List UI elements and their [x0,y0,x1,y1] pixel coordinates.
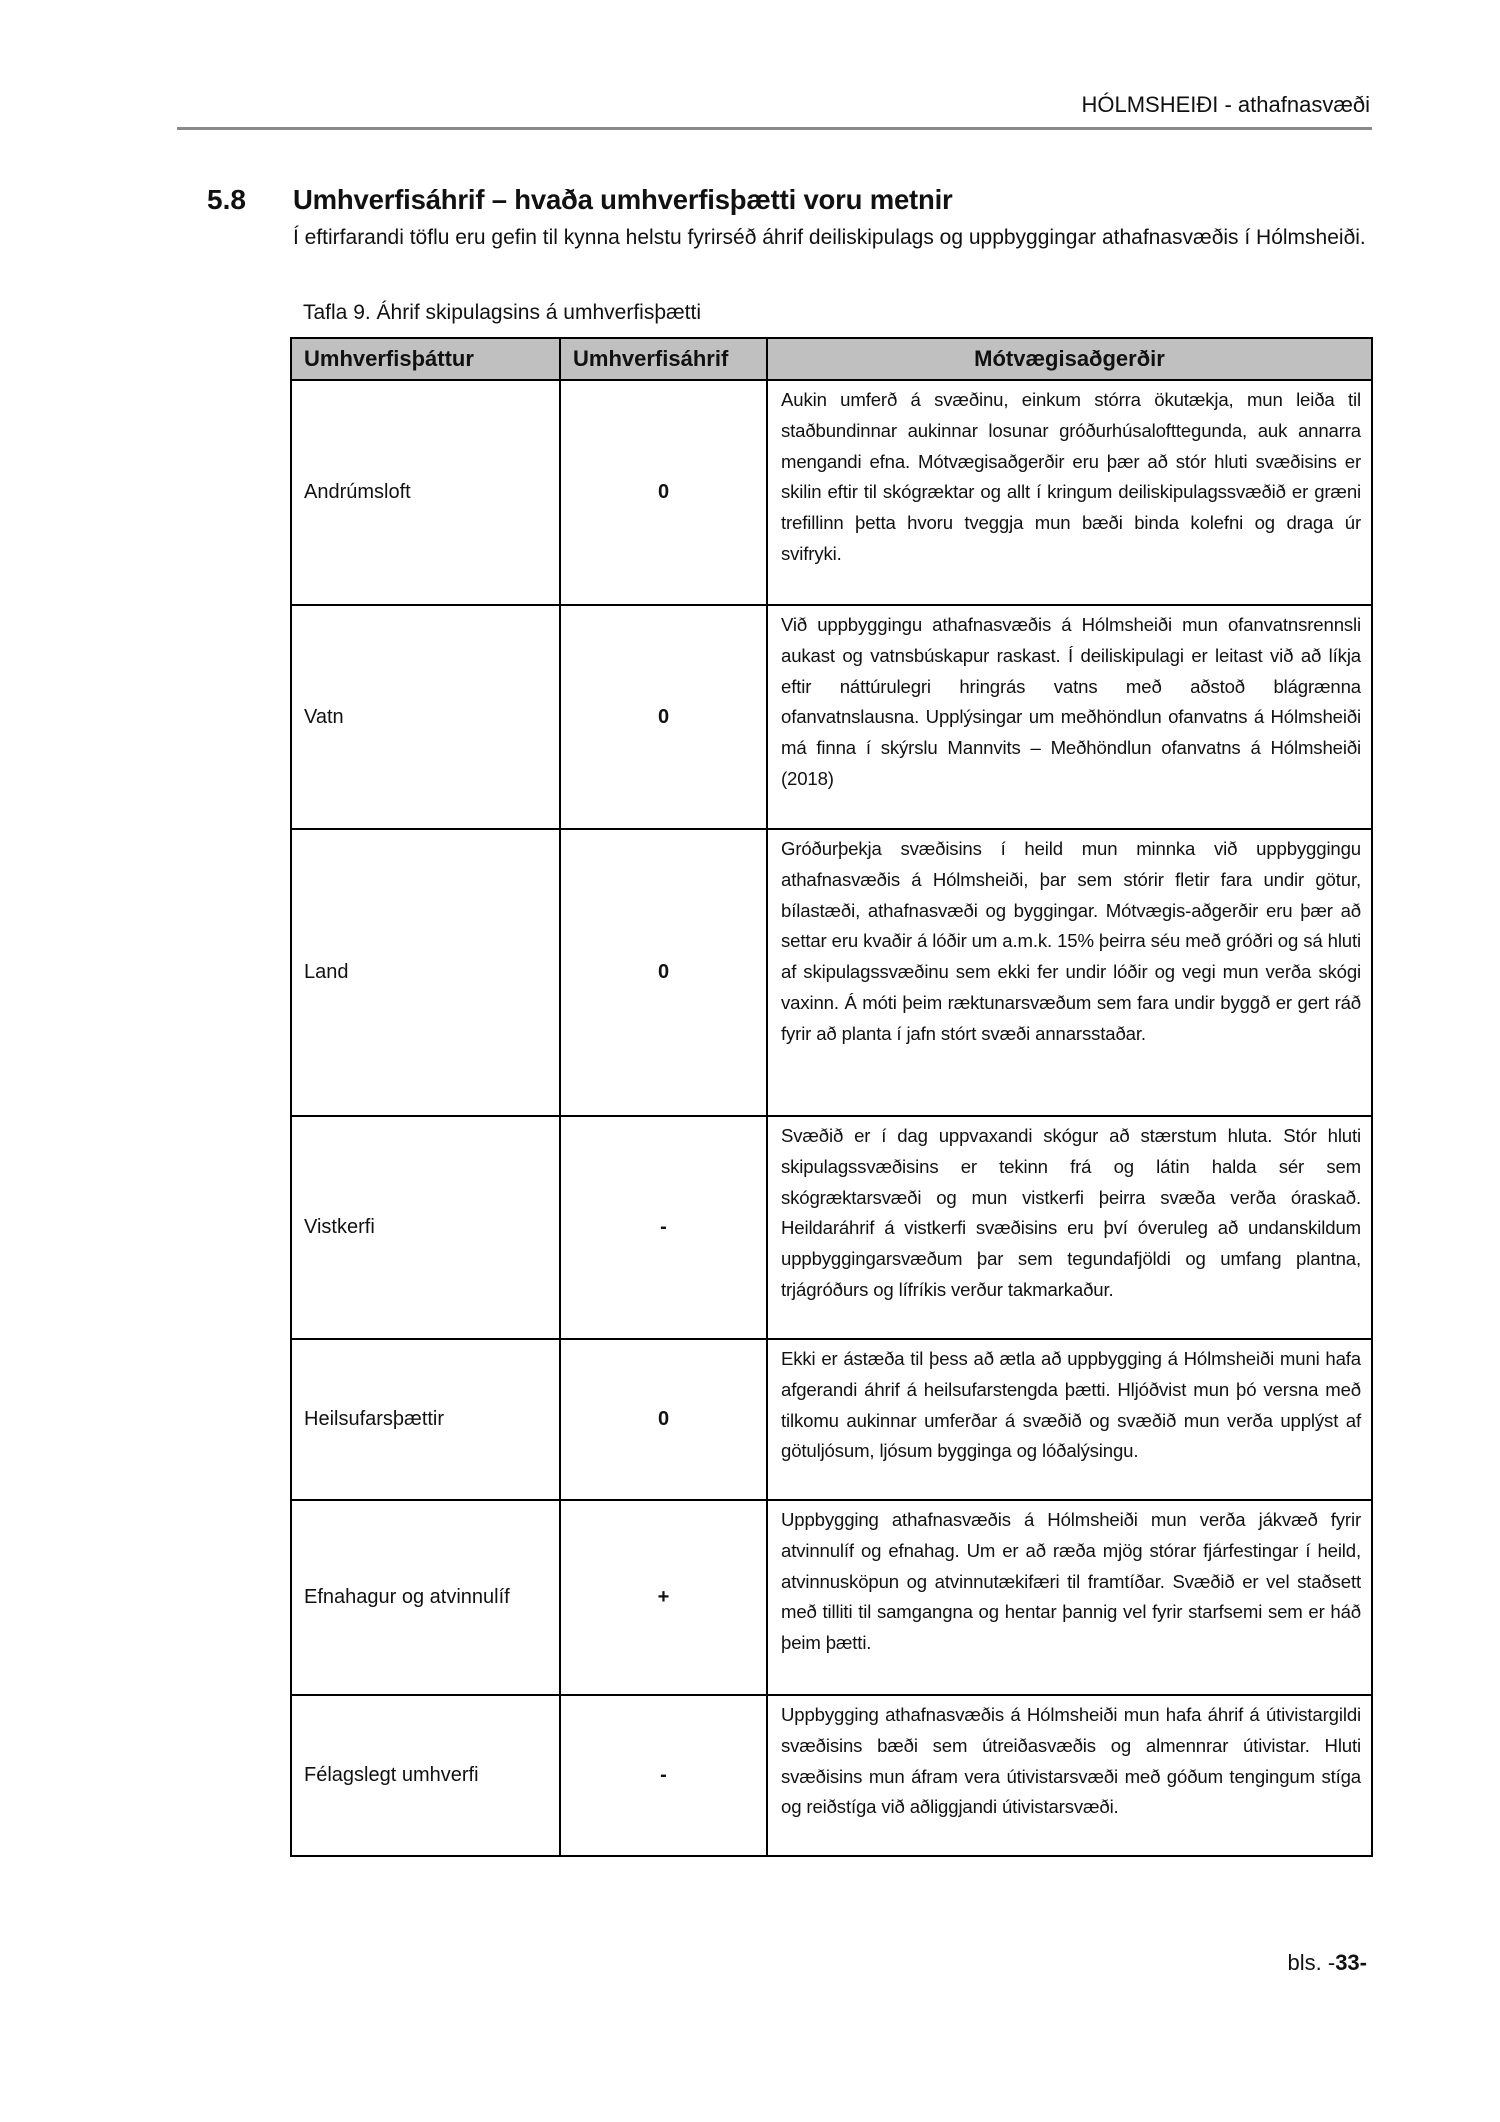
factor-cell: Andrúmsloft [291,380,560,605]
page-prefix: bls. - [1287,1950,1336,1975]
mitigation-cell: Svæðið er í dag uppvaxandi skógur að stærstum hluta. Stór hluti skipulagssvæðisins er tekinn frá og látin halda sér sem skógræktarsvæði og mun vistkerfi þeirra svæða verða óraskað. Heildaráhrif á vistkerfi svæðisins eru því óveruleg að undanskildum uppbyggingarsvæðum þar sem tegundafjöldi og umfang plantna, trjágróðurs og lífríkis verður takmarkaður. [767,1116,1372,1339]
section-number: 5.8 [207,184,246,215]
intro-paragraph: Í eftirfarandi töflu eru gefin til kynna helstu fyrirséð áhrif deiliskipulags og uppbyggingar athafnasvæðis í Hólmsheiði. [293,226,1366,249]
mitigation-cell: Við uppbyggingu athafnasvæðis á Hólmsheiði mun ofanvatnsrennsli aukast og vatnsbúskapur raskast. Í deiliskipulagi er leitast við að líkja eftir náttúrulegri hringrás vatns með aðstoð blágrænna ofanvatnslausna. Upplýsingar um meðhöndlun ofanvatns á Hólmsheiði má finna í skýrslu Mannvits – Meðhöndlun ofanvatns á Hólmsheiði (2018) [767,605,1372,829]
header-divider [177,127,1372,130]
factor-cell: Félagslegt umhverfi [291,1695,560,1856]
page-number [1288,1950,1368,1976]
mitigation-cell: Uppbygging athafnasvæðis á Hólmsheiði mun hafa áhrif á útivistargildi svæðisins bæði sem útreiðasvæðis og almennrar útivistar. Hluti svæðisins mun áfram vera útivistarsvæði með góðum tengingum stíga og reiðstíga við aðliggjandi útivistarsvæði. [767,1695,1372,1856]
header-impact: Umhverfisáhrif [560,338,767,380]
table-row [291,1695,1372,1856]
factor-cell: Heilsufarsþættir [291,1339,560,1500]
factor-cell: Vatn [291,605,560,829]
table-row [291,1500,1372,1695]
table-row [291,829,1372,1116]
table-row [291,1339,1372,1500]
factor-cell: Vistkerfi [291,1116,560,1339]
factor-cell: Land [291,829,560,1116]
section-title: Umhverfisáhrif – hvaða umhverfisþætti voru metnir [293,184,953,215]
mitigation-cell: Uppbygging athafnasvæðis á Hólmsheiði mun verða jákvæð fyrir atvinnulíf og efnahag. Um er að ræða mjög stórar fjárfestingar í heild, atvinnusköpun og atvinnutækifæri til framtíðar. Svæðið er vel staðsett með tilliti til samgangna og hentar þannig vel fyrir starfsemi sem er háð þeim þætti. [767,1500,1372,1695]
header-mitigation: Mótvægisaðgerðir [767,338,1372,380]
page-suffix: - [1359,1950,1367,1975]
table-caption: Tafla 9. Áhrif skipulagsins á umhverfisþætti [303,301,702,324]
table-row [291,605,1372,829]
mitigation-cell: Aukin umferð á svæðinu, einkum stórra ökutækja, mun leiða til staðbundinnar aukinnar losunar gróðurhúsalofttegunda, auk annarra mengandi efna. Mótvægisaðgerðir eru þær að stór hluti svæðisins er skilin eftir til skógræktar og allt í kringum deiliskipulagssvæðið er græni trefillinn þetta hvoru tveggja mun bæði binda kolefni og draga úr svifryki. [767,380,1372,605]
table-header-row [291,338,1372,380]
mitigation-cell: Ekki er ástæða til þess að ætla að uppbygging á Hólmsheiði muni hafa afgerandi áhrif á heilsufarstengda þætti. Hljóðvist mun þó versna með tilkomu aukinnar umferðar á svæðið og svæðið mun verða upplýst af götuljósum, ljósum bygginga og lóðalýsingu. [767,1339,1372,1500]
mitigation-cell: Gróðurþekja svæðisins í heild mun minnka við uppbyggingu athafnasvæðis á Hólmsheiði, þar sem stórir fletir fara undir götur, bílastæði, athafnasvæði og byggingar. Mótvægis-aðgerðir eru þær að settar eru kvaðir á lóðir um a.m.k. 15% þeirra séu með gróðri og sá hluti af skipulagssvæðinu sem ekki fer undir lóðir og vegi mun verða skógi vaxinn. Á móti þeim ræktunarsvæðum sem fara undir byggð er gert ráð fyrir að planta í jafn stórt svæði annarsstaðar. [767,829,1372,1116]
impact-table [290,337,1373,1857]
impact-cell: - [560,1116,767,1339]
impact-cell: - [560,1695,767,1856]
impact-cell: 0 [560,829,767,1116]
table-row [291,1116,1372,1339]
impact-cell: 0 [560,1339,767,1500]
running-header: HÓLMSHEIÐI - athafnasvæði [1081,92,1370,117]
impact-cell: + [560,1500,767,1695]
page-number-value: 33 [1335,1950,1360,1975]
impact-cell: 0 [560,380,767,605]
impact-cell: 0 [560,605,767,829]
factor-cell: Efnahagur og atvinnulíf [291,1500,560,1695]
header-factor: Umhverfisþáttur [291,338,560,380]
table-row [291,380,1372,605]
